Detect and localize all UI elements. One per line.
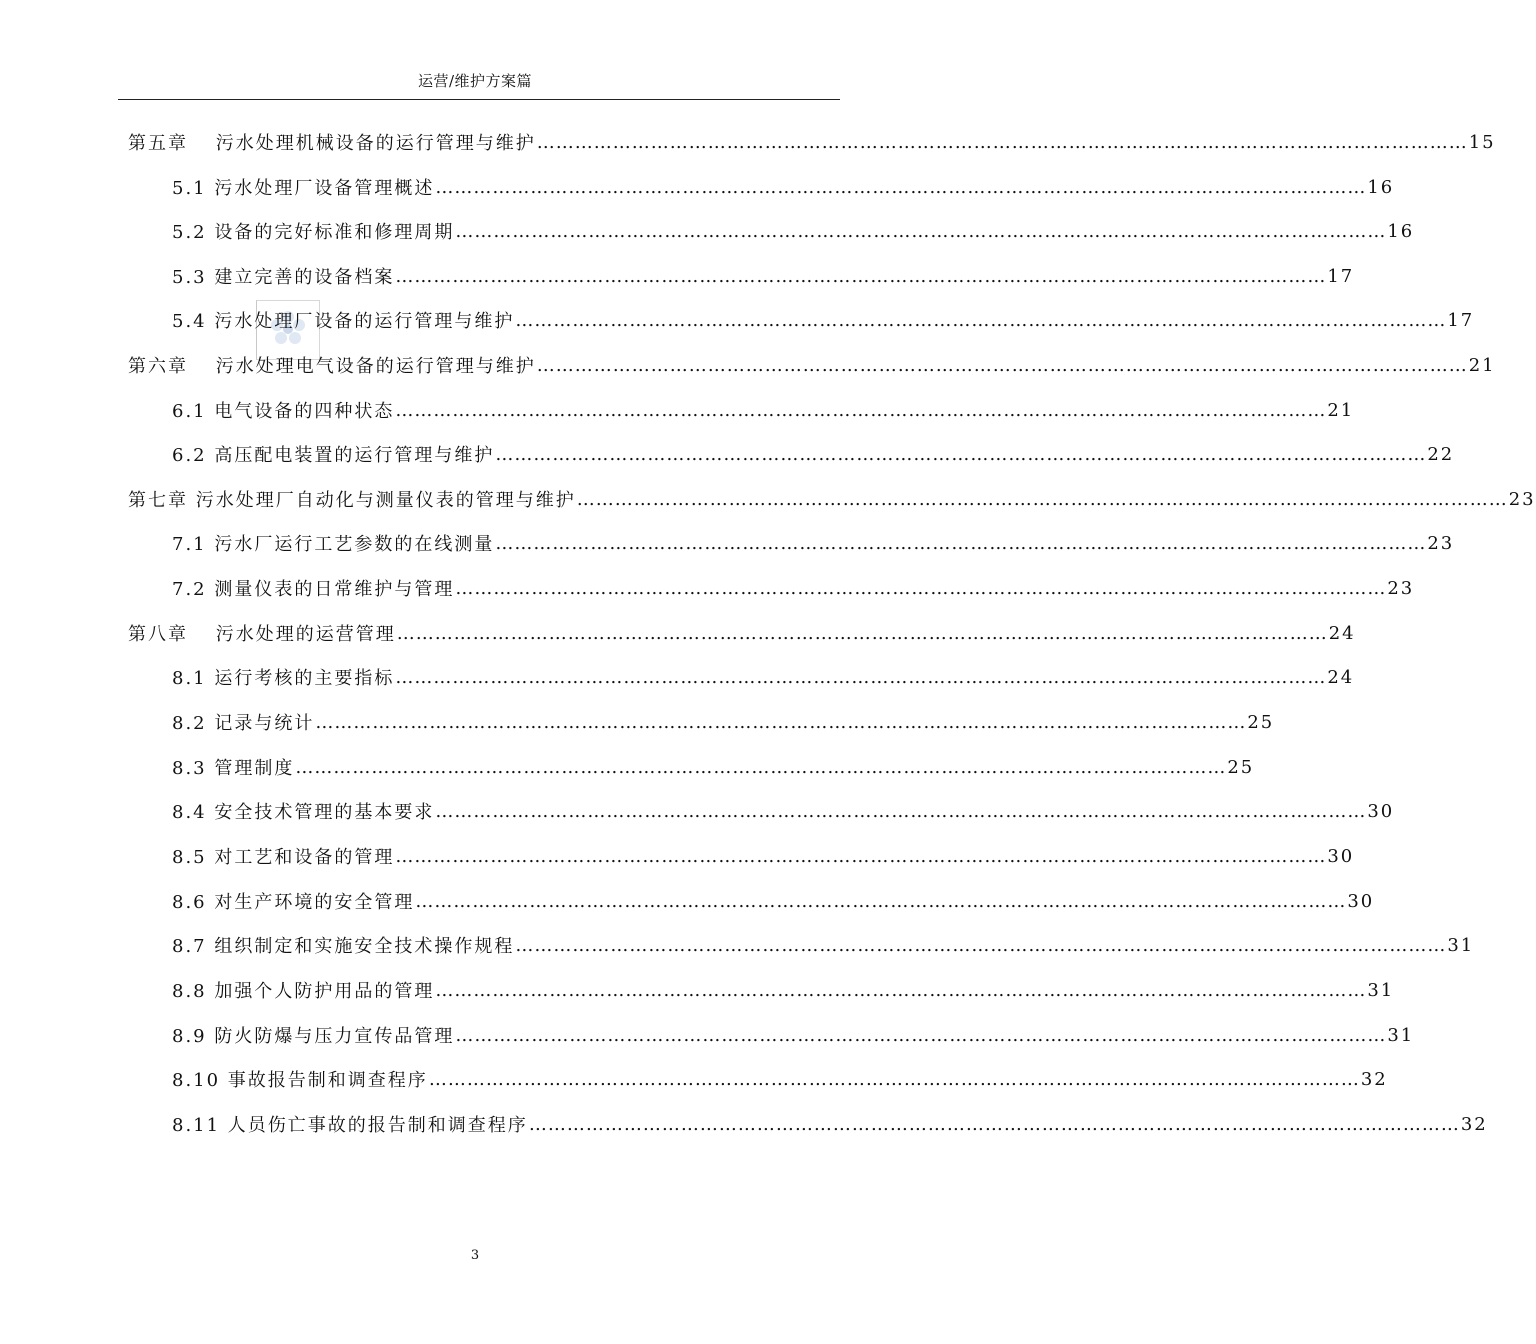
toc-entry-8-11[interactable]: [172, 1102, 1488, 1146]
toc-page-number: 30: [1327, 845, 1355, 867]
toc-label: 7.1 污水厂运行工艺参数的在线测量: [172, 534, 495, 555]
toc-page-number: 16: [1387, 220, 1415, 242]
toc-entry-8-2[interactable]: [172, 700, 1275, 744]
toc-leader: …………………………………………………………………………………………………………………………………: [528, 1113, 1460, 1135]
header-rule: [118, 99, 840, 100]
toc-label: 5.1 污水处理厂设备管理概述: [172, 178, 435, 199]
toc-leader: …………………………………………………………………………………………………………………………………: [515, 309, 1447, 331]
toc-page-number: 25: [1247, 711, 1275, 733]
toc-page-number: 22: [1427, 443, 1455, 465]
toc-entry-6-1[interactable]: [172, 388, 1355, 432]
toc-label: 5.2 设备的完好标准和修理周期: [172, 222, 455, 243]
toc-page-number: 24: [1327, 666, 1355, 688]
toc-entry-5-1[interactable]: [172, 165, 1395, 209]
toc-leader: …………………………………………………………………………………………………………………………………: [395, 666, 1327, 688]
toc-label: 第八章 污水处理的运营管理: [128, 624, 396, 645]
toc-page-number: 15: [1468, 131, 1496, 153]
toc-entry-8-6[interactable]: [172, 879, 1375, 923]
toc-leader: …………………………………………………………………………………………………………………………………: [576, 488, 1508, 510]
toc-entry-7-1[interactable]: [172, 521, 1455, 565]
toc-leader: …………………………………………………………………………………………………………………………………: [455, 220, 1387, 242]
toc-leader: …………………………………………………………………………………………………………………………………: [295, 756, 1227, 778]
toc-leader: …………………………………………………………………………………………………………………………………: [428, 1068, 1360, 1090]
toc-page-number: 24: [1328, 622, 1356, 644]
toc-page-number: 23: [1427, 532, 1455, 554]
toc-label: 第六章 污水处理电气设备的运行管理与维护: [128, 356, 536, 377]
toc-entry-8-10[interactable]: [172, 1057, 1388, 1101]
toc-entry-5-2[interactable]: [172, 209, 1415, 253]
toc-label: 8.8 加强个人防护用品的管理: [172, 981, 435, 1002]
toc-page-number: 17: [1447, 309, 1475, 331]
toc-label: 5.4 污水处理厂设备的运行管理与维护: [172, 311, 515, 332]
toc-label: 8.9 防火防爆与压力宣传品管理: [172, 1026, 455, 1047]
toc-page-number: 23: [1387, 577, 1415, 599]
toc-leader: …………………………………………………………………………………………………………………………………: [396, 622, 1328, 644]
toc-page-number: 31: [1447, 934, 1475, 956]
toc-leader: …………………………………………………………………………………………………………………………………: [395, 399, 1327, 421]
toc-label: 8.5 对工艺和设备的管理: [172, 847, 395, 868]
toc-leader: …………………………………………………………………………………………………………………………………: [455, 1024, 1387, 1046]
toc-entry-8-1[interactable]: [172, 655, 1355, 699]
toc-leader: …………………………………………………………………………………………………………………………………: [455, 577, 1387, 599]
toc-label: 8.7 组织制定和实施安全技术操作规程: [172, 936, 515, 957]
header-title: 运营/维护方案篇: [417, 72, 533, 90]
toc-entry-8-3[interactable]: [172, 745, 1255, 789]
toc-label: 第七章 污水处理厂自动化与测量仪表的管理与维护: [128, 490, 576, 511]
toc-entry-chapter-6[interactable]: [128, 343, 1496, 387]
toc-page-number: 25: [1227, 756, 1255, 778]
toc-page-number: 21: [1468, 354, 1496, 376]
toc-entry-6-2[interactable]: [172, 432, 1455, 476]
toc-entry-8-4[interactable]: [172, 789, 1395, 833]
toc-entry-8-5[interactable]: [172, 834, 1355, 878]
toc-label: 7.2 测量仪表的日常维护与管理: [172, 579, 455, 600]
toc-label: 6.2 高压配电装置的运行管理与维护: [172, 445, 495, 466]
toc-leader: …………………………………………………………………………………………………………………………………: [395, 845, 1327, 867]
toc-leader: …………………………………………………………………………………………………………………………………: [515, 934, 1447, 956]
toc-label: 8.3 管理制度: [172, 758, 295, 779]
toc-page-number: 30: [1367, 800, 1395, 822]
toc-label: 5.3 建立完善的设备档案: [172, 267, 395, 288]
toc-page-number: 21: [1327, 399, 1355, 421]
toc-entry-8-8[interactable]: [172, 968, 1395, 1012]
toc-entry-chapter-5[interactable]: [128, 120, 1496, 164]
toc-page-number: 23: [1508, 488, 1536, 510]
toc-leader: …………………………………………………………………………………………………………………………………: [536, 131, 1468, 153]
toc-label: 8.10 事故报告制和调查程序: [172, 1070, 428, 1091]
toc-label: 6.1 电气设备的四种状态: [172, 401, 395, 422]
toc-label: 8.2 记录与统计: [172, 713, 315, 734]
toc-page-number: 30: [1347, 890, 1375, 912]
page-footer: [0, 1248, 950, 1263]
toc-leader: …………………………………………………………………………………………………………………………………: [536, 354, 1468, 376]
toc-page-number: 32: [1360, 1068, 1388, 1090]
toc-page-number: 17: [1327, 265, 1355, 287]
toc-entry-5-4[interactable]: [172, 298, 1475, 342]
toc-leader: …………………………………………………………………………………………………………………………………: [415, 890, 1347, 912]
toc-page-number: 32: [1460, 1113, 1488, 1135]
toc-label: 8.1 运行考核的主要指标: [172, 668, 395, 689]
toc-leader: …………………………………………………………………………………………………………………………………: [495, 443, 1427, 465]
toc-entry-8-7[interactable]: [172, 923, 1475, 967]
page-number: 3: [470, 1248, 480, 1263]
toc-page-number: 31: [1387, 1024, 1415, 1046]
toc-entry-7-2[interactable]: [172, 566, 1415, 610]
toc-page-number: 31: [1367, 979, 1395, 1001]
toc-label: 8.6 对生产环境的安全管理: [172, 892, 415, 913]
toc-entry-5-3[interactable]: [172, 254, 1355, 298]
toc-leader: …………………………………………………………………………………………………………………………………: [395, 265, 1327, 287]
toc-page-number: 16: [1367, 176, 1395, 198]
toc-leader: …………………………………………………………………………………………………………………………………: [315, 711, 1247, 733]
toc-leader: …………………………………………………………………………………………………………………………………: [435, 800, 1367, 822]
toc-entry-chapter-7[interactable]: [128, 477, 1536, 521]
toc-entry-chapter-8[interactable]: [128, 611, 1356, 655]
toc-leader: …………………………………………………………………………………………………………………………………: [495, 532, 1427, 554]
toc-entry-8-9[interactable]: [172, 1013, 1415, 1057]
toc-label: 8.11 人员伤亡事故的报告制和调查程序: [172, 1115, 528, 1136]
toc-label: 第五章 污水处理机械设备的运行管理与维护: [128, 133, 536, 154]
toc-leader: …………………………………………………………………………………………………………………………………: [435, 176, 1367, 198]
toc-label: 8.4 安全技术管理的基本要求: [172, 802, 435, 823]
running-header: [0, 70, 950, 91]
toc-leader: …………………………………………………………………………………………………………………………………: [435, 979, 1367, 1001]
